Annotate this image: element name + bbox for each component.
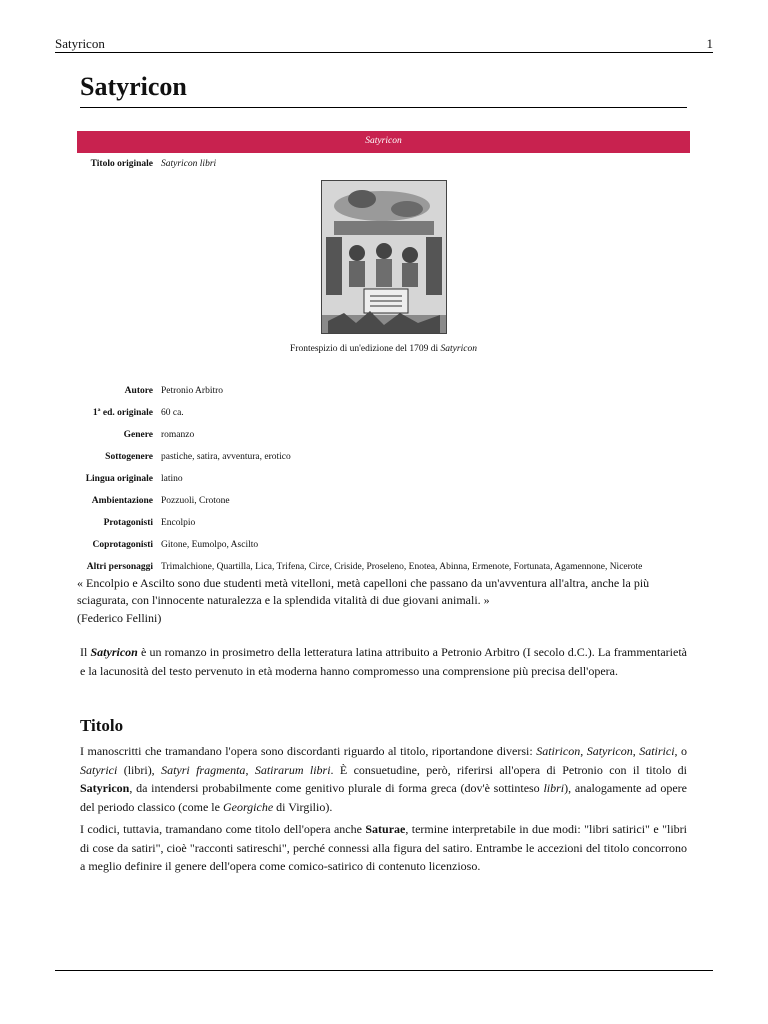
titolo-paragraph-1 bbox=[80, 742, 687, 816]
infobox-row bbox=[77, 468, 690, 490]
infobox-label: 1ª ed. originale bbox=[92, 408, 153, 418]
infobox-value[interactable]: Trimalchione, Quartilla, Lica, Trifena, Circe, Criside, Proseleno, Enotea, Abinna, Ermenote, Fortunata, Agamennone, Nicerote bbox=[161, 562, 643, 572]
infobox-label: Sottogenere bbox=[105, 452, 153, 462]
infobox-row bbox=[77, 402, 690, 424]
infobox-value[interactable]: pastiche, satira, avventura, erotico bbox=[161, 452, 291, 462]
intro-text: Il bbox=[80, 645, 91, 659]
infobox-value: Satyricon libri bbox=[161, 159, 217, 169]
infobox-row bbox=[77, 424, 690, 446]
infobox-row-original-title bbox=[77, 153, 690, 175]
intro-paragraph bbox=[80, 643, 687, 680]
infobox-value[interactable]: Pozzuoli, Crotone bbox=[161, 496, 230, 506]
infobox-value[interactable]: Encolpio bbox=[161, 518, 196, 528]
paragraph-text: , bbox=[632, 744, 640, 758]
page-title: Satyricon bbox=[80, 72, 687, 108]
title-variant: Satirarum libri bbox=[254, 762, 331, 777]
infobox-header: Satyricon bbox=[77, 131, 690, 153]
paragraph-text: I manoscritti che tramandano l'opera sono discordanti riguardo al titolo, riportandone diversi: bbox=[80, 744, 537, 758]
paragraph-text: , bbox=[580, 744, 587, 758]
intro-text: è un romanzo in prosimetro della letteratura latina attribuito a Petronio Arbitro (I secolo d.C.). La frammentarietà e la lacunosità del testo pervenuto in età moderna hanno compromesso una comprensione più precisa dell'opera. bbox=[80, 645, 687, 678]
caption-text: Frontespizio di un'edizione del 1709 di bbox=[290, 344, 439, 354]
title-variant: Satirici bbox=[639, 744, 675, 758]
paragraph-text: ), analogamente ad opere del periodo classico (come le bbox=[80, 781, 687, 814]
paragraph-text: , bbox=[245, 762, 255, 777]
paragraph-text: di Virgilio). bbox=[273, 799, 333, 814]
infobox-figure bbox=[77, 175, 690, 380]
paragraph-text: I codici, tuttavia, tramandano come titolo dell'opera anche bbox=[80, 822, 366, 836]
title-bold: Satyricon bbox=[80, 781, 130, 796]
infobox-label: Autore bbox=[124, 386, 153, 396]
paragraph-text: , da intendersi probabilmente come genitivo plurale di forma greca (dov'è sottinteso bbox=[129, 781, 544, 796]
italic-term: libri bbox=[543, 781, 565, 796]
page-number: 1 bbox=[706, 36, 713, 51]
paragraph-text: , termine interpretabile in due modi: "libri satirici" e "libri di cose da satiri", cioè "racconti satireschi", perché connessi alla figura del satiro. Entrambe le accezioni del titolo concorrono a meglio definire il genere dell'opera come comico-satirico di contenuto licenzioso. bbox=[80, 822, 687, 874]
infobox-row bbox=[77, 380, 690, 402]
infobox-label: Coprotagonisti bbox=[92, 540, 153, 550]
infobox-row bbox=[77, 512, 690, 534]
footer-rule bbox=[55, 970, 713, 971]
title-variant: Satyricon bbox=[586, 744, 633, 758]
infobox-row bbox=[77, 534, 690, 556]
italic-term[interactable]: Georgiche bbox=[222, 799, 274, 814]
infobox bbox=[77, 131, 690, 578]
infobox-label: Genere bbox=[123, 430, 153, 440]
caption-italic: Satyricon bbox=[440, 344, 477, 354]
title-variant: Satyri fragmenta bbox=[161, 762, 246, 777]
paragraph-text: , o bbox=[674, 744, 688, 758]
title-variant: Satiricon bbox=[536, 744, 581, 758]
running-title: Satyricon bbox=[55, 36, 105, 51]
intro-title-term: Satyricon bbox=[90, 645, 138, 659]
quote-author: (Federico Fellini) bbox=[77, 611, 162, 625]
infobox-row bbox=[77, 446, 690, 468]
infobox-label: Ambientazione bbox=[91, 496, 153, 506]
infobox-value[interactable]: latino bbox=[161, 474, 183, 484]
paragraph-text: (libri), bbox=[117, 762, 162, 777]
running-header bbox=[55, 36, 713, 53]
infobox-value[interactable]: Gitone, Eumolpo, Ascilto bbox=[161, 540, 259, 550]
frontispiece-image[interactable] bbox=[321, 180, 447, 334]
infobox-value[interactable]: romanzo bbox=[161, 430, 195, 440]
infobox-label: Titolo originale bbox=[90, 159, 153, 169]
infobox-value[interactable]: Petronio Arbitro bbox=[161, 386, 224, 396]
infobox-value: 60 ca. bbox=[161, 408, 184, 418]
fellini-quote: « Encolpio e Ascilto sono due studenti metà vitelloni, metà capelloni che passano da un'avventura all'altra, anche la più sciagurata, con l'innocente naturalezza e la splendida vitalità di due giovani animali. » bbox=[77, 576, 650, 607]
infobox-label: Altri personaggi bbox=[86, 562, 153, 572]
title-variant: Satyrici bbox=[80, 762, 118, 777]
infobox-label: Lingua originale bbox=[85, 474, 153, 484]
figure-caption bbox=[77, 344, 690, 354]
title-bold: Saturae bbox=[365, 822, 406, 836]
infobox-label: Protagonisti bbox=[103, 518, 153, 528]
section-heading-titolo: Titolo bbox=[80, 716, 124, 735]
infobox-row bbox=[77, 490, 690, 512]
titolo-paragraph-2 bbox=[80, 820, 687, 876]
paragraph-text: . È consuetudine, però, riferirsi all'opera di Petronio con il titolo di bbox=[330, 762, 687, 777]
